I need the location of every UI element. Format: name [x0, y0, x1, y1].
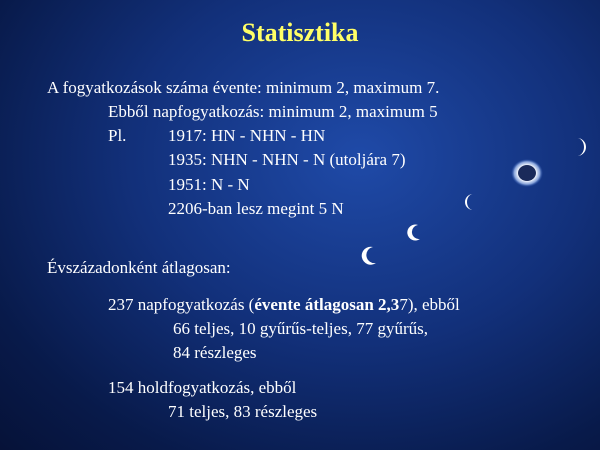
moon-crescent-icon: [406, 224, 422, 242]
solar-detail-2: 84 részleges: [173, 343, 257, 362]
solar-average-digit: 7: [399, 295, 408, 314]
example-2206: 2206-ban lesz megint 5 N: [168, 199, 344, 218]
century-heading: Évszázadonként átlagosan:: [47, 258, 231, 277]
eclipse-ring-icon: [510, 158, 544, 188]
example-1935: 1935: NHN - NHN - N (utoljára 7): [168, 150, 406, 169]
stats-solar-line: Ebből napfogyatkozás: minimum 2, maximum 5: [108, 102, 438, 121]
solar-suffix-text: ), ebből: [407, 295, 460, 314]
solar-detail-1: 66 teljes, 10 gyűrűs-teljes, 77 gyűrűs,: [173, 319, 428, 338]
moon-crescent-icon: [360, 246, 378, 266]
example-1917: 1917: HN - NHN - HN: [168, 126, 326, 145]
solar-century-line: [108, 295, 460, 315]
lunar-century-line: 154 holdfogyatkozás, ebből: [108, 378, 297, 397]
stats-total-line: A fogyatkozások száma évente: minimum 2, maximum 7.: [47, 78, 440, 97]
lunar-detail: 71 teljes, 83 részleges: [168, 402, 318, 421]
page-title: Statisztika: [241, 18, 359, 47]
moon-crescent-icon: [463, 193, 475, 211]
example-label: Pl.: [108, 126, 127, 145]
solar-average-bold: évente átlagosan 2,3: [254, 295, 400, 314]
solar-count-text: 237 napfogyatkozás (: [108, 295, 255, 314]
example-1951: 1951: N - N: [168, 175, 250, 194]
example-row-1917: [108, 126, 325, 146]
moon-crescent-icon: [574, 137, 588, 157]
